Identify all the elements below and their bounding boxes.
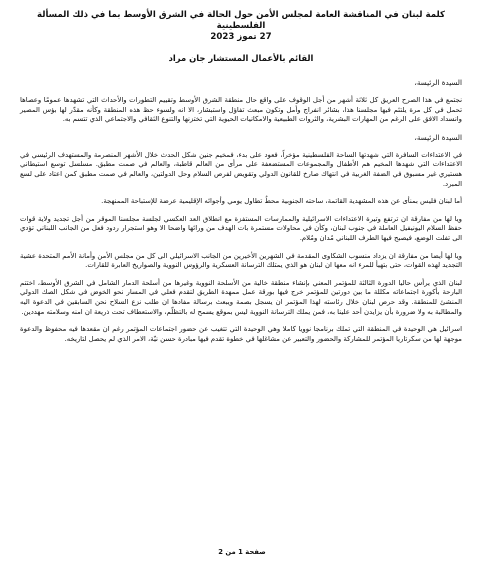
salutation-1: السيدة الرئيسة، [414,78,462,87]
page-number: صفحة 1 من 2 [218,548,266,556]
paragraph-4: ويا لها من مفارقة ان ترتفع وتيرة الاعتداءات الاسرائيلية والممارسات المستفزة مع انطلاق العد العكسي لجلسة مجلسنا الموقر من أجل تجديد ولاية قوات حفظ السلام اليونيفيل العاملة في جنوب لبنان، وكأن في محاولات مستمرة بات الهدف من ورائها واضحا الا وهو استجرار ردود فعل من الجانب اللبناني تؤدي الى تفلت الوضع، فيصبح فيها الطرف اللبناني مُدان ومُلام. [20,214,462,242]
paragraph-5: ويا لها أيضا من مفارقة ان يزداد منسوب الشكاوى المقدمة في الشهرين الأخيرين من الجانب الاسرائيلي الى كل من مجلس الأمن وأمانة الأمم المتحدة عشية التجديد لهذه القوات، حتى بتهيأ للمرء انه معها ان لبنان هو الذي يمتلك الترسانة العسكرية والرؤوس النووية والصواريخ العابرة للقارات. [20,251,462,270]
paragraph-2: في الاعتداءات السافرة التي شهدتها الساحة الفلسطينية مؤخراً، فعود على بدء، فمخيم جنين شكل الحدث خلال الأشهر المنصرمة والمستهدف الرئيسي في الاعتداءات التي شهدها المخيم هم الأطفال والمجموعات المستضعفة على مرأى من العالم قاطبة، والعالم في صمت مطبق. مسلسل توسع استيطاني هستيري غير مسبوق في الضفة الغربية في انتهاك صارخ للقانون الدولي وتقويض لفرص السلام وحل الدولتين، والعالم في صمت مطبق كمن اعتاد على لسع المبرد. [20,150,462,188]
document-date: 27 تموز 2023 [210,32,272,42]
paragraph-7: اسرائيل هي الوحيدة في المنطقة التي تملك برنامجا نوويا كاملا وهي الوحيدة التي تتغيب عن حضور اجتماعات المؤتمر رغم ان مقعدها فيه محفوظ والدعوة موجهة لها من سكرتاريا المؤتمر للمشاركة والحضور والتعبير عن مشاغلها في خطوة تقدم فيها مبادرة حسن نيّة، الامر الذي لم يحصل لتاريخه. [20,325,462,343]
paragraph-6: لبنان الذي يرأس حاليا الدورة الثالثة للمؤتمر المعني بإنشاء منطقة خالية من الأسلحة النووية وغيرها من أسلحة الدمار الشامل في الشرق الأوسط، اختتم البارحة بأكورة اجتماعاته مكللة ما بين دورتين للمؤتمر خرج فيها بورقة عمل ممهدة الطريق لتقدم فعلي في المسار نحو الخوض في شكل الصك الدولي المنشئ للمنطقة. وقد حرص لبنان خلال رئاسته لهذا المؤتمر ان يسجل بصمة ويبعث برسالة مفادها ان طلب نزع السلاح نحن السابقين في الدعوة اليه والمطالبة به ولا ضرورة بأن يزايدن أحد علينا به، فمن يملك الترسانة النووية ليس بموقع يسمح له بالتظلّم، والاستعطاف تحت ذريعة ان امنه وسلامته مهددين. [20,278,462,316]
paragraph-1: نجتمع في هذا الصرح العريق كل ثلاثة أشهر من أجل الوقوف على واقع حال منطقة الشرق الأوسط وتقييم التطورات والأحداث التي تشهدها عمومًا وعصاها تحمل في كل مرة يلتئم فيها مجلسنا هذا، بشائر انفراج وأمل وتكون مبعث تفاؤل واستبشار، الا انه ولسوء حظ هذه المنطقة وكأنه مقدّر لها بؤس المصير وانسداد الافق على الرغم من المهارات البشرية، والثروات الطبيعية والامكانيات الحيوية التي تختزنها والتنوع الثقافي والاجتماعي الذي تتسم به. [20,96,462,124]
paragraph-3: أما لبنان فليس بمنأى عن هذه المشهدية القاتمة، ساحته الجنوبية محطٌ تطاول يومي وأجوائه الإقليمية عرضة للإستباحة الممنهجة. [101,197,462,206]
salutation-2: السيدة الرئيسة، [414,132,462,142]
document-title: كلمة لبنان في المناقشة العامة لمجلس الأمن حول الحالة في الشرق الأوسط بما في ذلك المسألة الفلسطينية [37,10,445,31]
speaker-name: القائم بالأعمال المستشار جان مراد [168,53,314,63]
